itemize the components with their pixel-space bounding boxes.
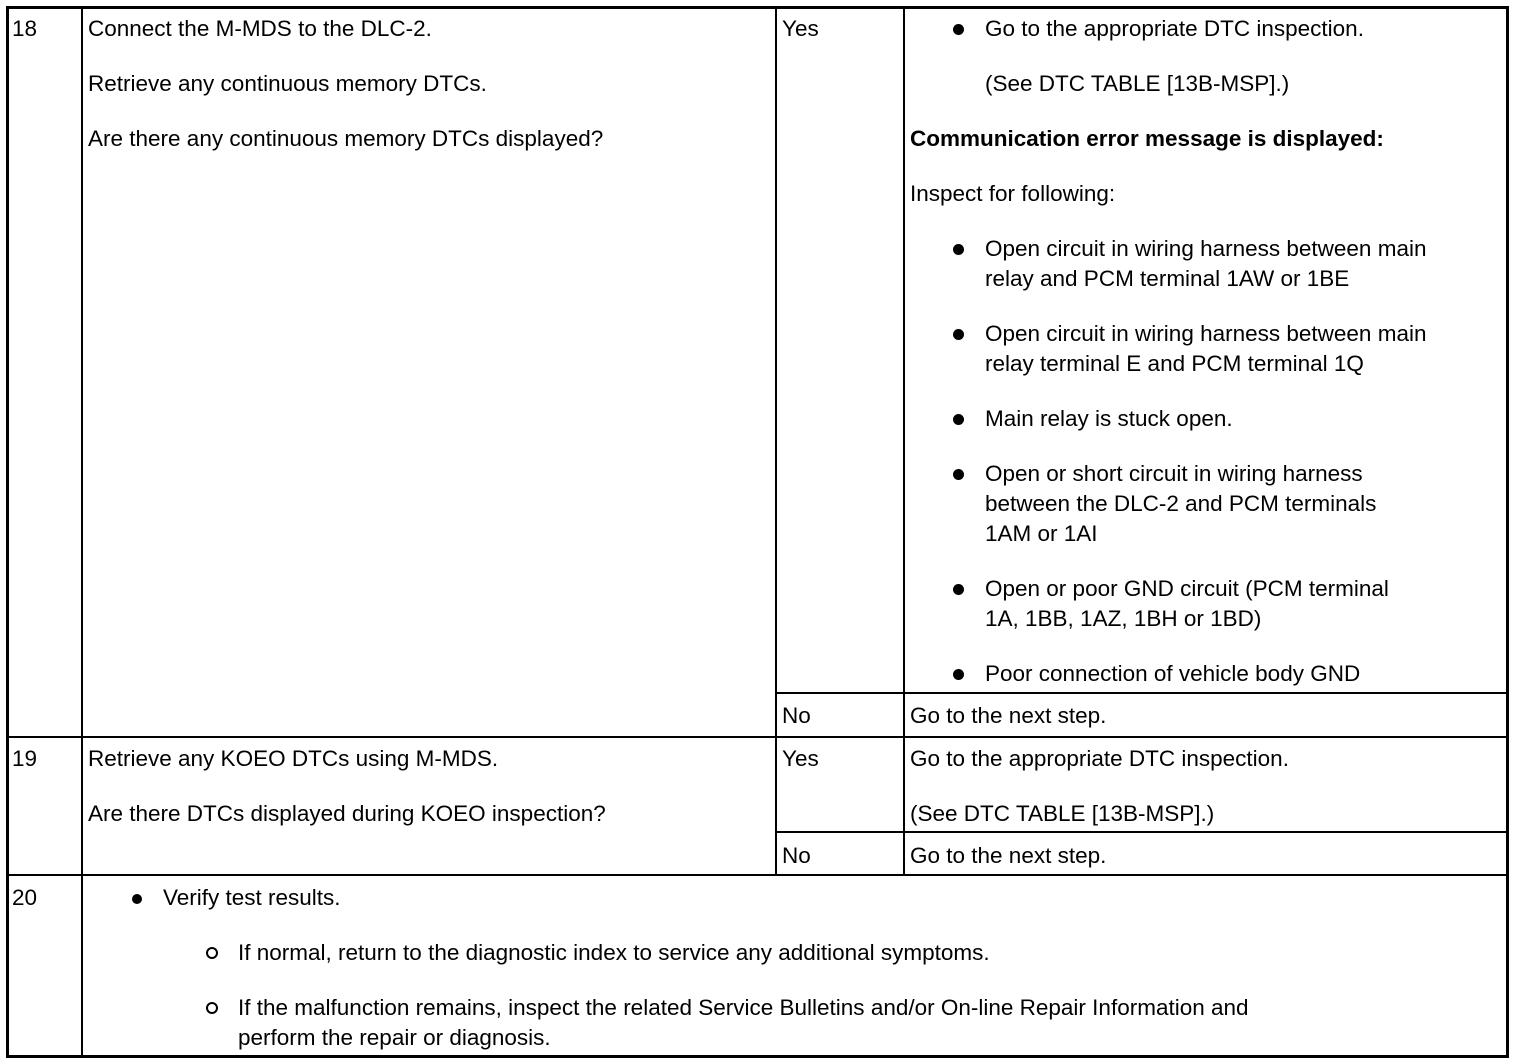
bullet-dot-icon — [953, 24, 964, 35]
divider-19-yes-no — [775, 831, 1508, 833]
sub-instruction: If the malfunction remains, inspect the related Service Bulletins and/or On-line Repair Information and — [238, 995, 1249, 1020]
result-no-label: No — [782, 843, 811, 868]
sub-bullet-circle-icon — [206, 947, 218, 959]
table-border-top — [6, 6, 1509, 9]
table-border-left — [6, 6, 9, 1058]
inspection-item: 1A, 1BB, 1AZ, 1BH or 1BD) — [985, 606, 1262, 631]
step-instruction: Connect the M-MDS to the DLC-2. — [88, 16, 432, 41]
table-border-right — [1506, 6, 1509, 1058]
column-divider-action — [903, 6, 905, 875]
dtc-table-reference: (See DTC TABLE [13B-MSP].) — [985, 71, 1290, 96]
inspection-item: Main relay is stuck open. — [985, 406, 1233, 431]
action-text: Go to the appropriate DTC inspection. — [910, 746, 1289, 771]
inspection-item: between the DLC-2 and PCM terminals — [985, 491, 1377, 516]
divider-row-19-20 — [6, 874, 1508, 876]
comm-error-heading: Communication error message is displayed: — [910, 126, 1384, 151]
step-question: Are there DTCs displayed during KOEO inspection? — [88, 801, 606, 826]
inspection-item: relay and PCM terminal 1AW or 1BE — [985, 266, 1350, 291]
result-yes-label: Yes — [782, 746, 819, 771]
dtc-table-reference: (See DTC TABLE [13B-MSP].) — [910, 801, 1215, 826]
bullet-dot-icon — [953, 669, 964, 680]
bullet-dot-icon — [953, 329, 964, 340]
result-yes-label: Yes — [782, 16, 819, 41]
bullet-dot-icon — [953, 469, 964, 480]
table-border-bottom — [6, 1055, 1509, 1058]
sub-instruction: perform the repair or diagnosis. — [238, 1025, 551, 1050]
bullet-dot-icon — [953, 244, 964, 255]
inspection-item: Open circuit in wiring harness between main — [985, 321, 1427, 346]
inspection-item: Poor connection of vehicle body GND — [985, 661, 1361, 686]
inspection-item: Open or short circuit in wiring harness — [985, 461, 1363, 486]
step-number: 19 — [12, 746, 38, 771]
inspect-heading: Inspect for following: — [910, 181, 1116, 206]
inspection-item: relay terminal E and PCM terminal 1Q — [985, 351, 1364, 376]
column-divider-step — [81, 6, 83, 1058]
action-text: Go to the appropriate DTC inspection. — [985, 16, 1364, 41]
column-divider-result — [775, 6, 777, 875]
inspection-item: Open circuit in wiring harness between main — [985, 236, 1427, 261]
bullet-dot-icon — [953, 584, 964, 595]
bullet-dot-icon — [132, 894, 142, 904]
inspection-item: Open or poor GND circuit (PCM terminal — [985, 576, 1389, 601]
action-text: Go to the next step. — [910, 843, 1107, 868]
sub-bullet-circle-icon — [206, 1002, 218, 1014]
step-number: 20 — [12, 885, 38, 910]
step-question: Are there any continuous memory DTCs displayed? — [88, 126, 604, 151]
action-text: Go to the next step. — [910, 703, 1107, 728]
verify-instruction: Verify test results. — [163, 885, 341, 910]
divider-18-yes-no — [775, 692, 1508, 694]
result-no-label: No — [782, 703, 811, 728]
step-instruction: Retrieve any KOEO DTCs using M-MDS. — [88, 746, 499, 771]
inspection-item: 1AM or 1AI — [985, 521, 1098, 546]
sub-instruction: If normal, return to the diagnostic index to service any additional symptoms. — [238, 940, 990, 965]
step-number: 18 — [12, 16, 38, 41]
divider-row-18-19 — [6, 736, 1508, 738]
bullet-dot-icon — [953, 414, 964, 425]
step-instruction: Retrieve any continuous memory DTCs. — [88, 71, 487, 96]
